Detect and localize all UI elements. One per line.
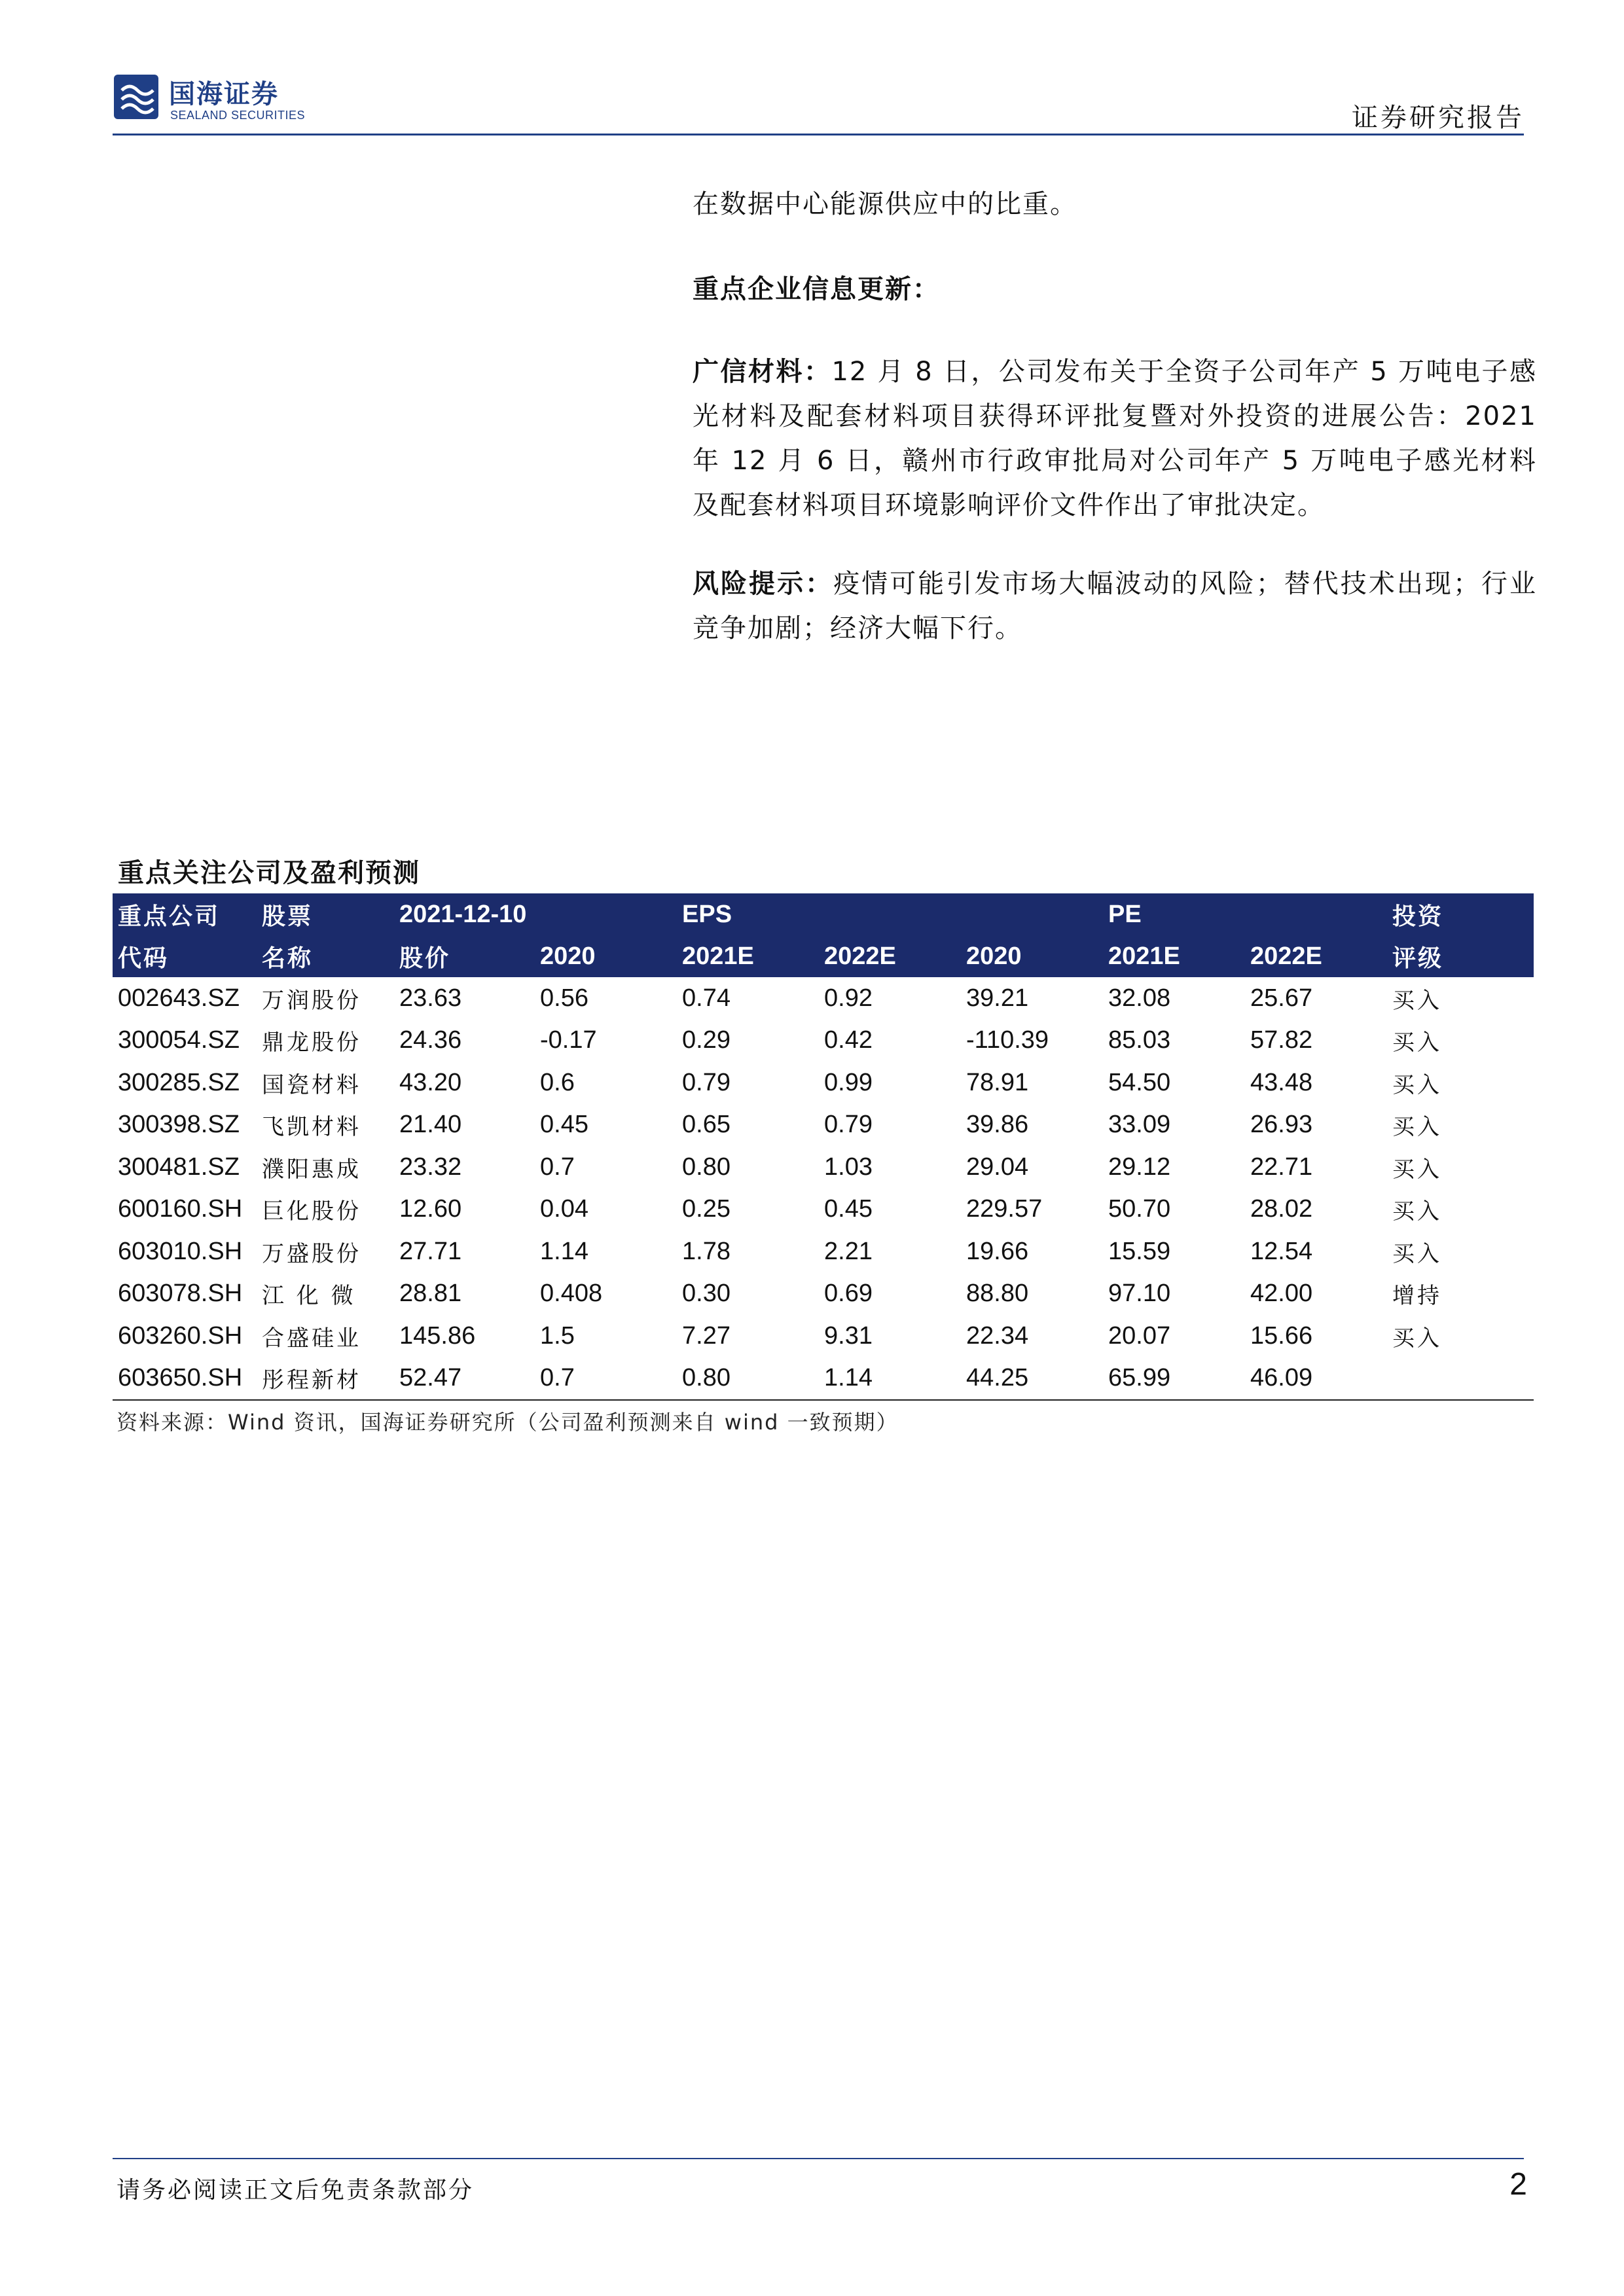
footer-divider	[113, 2158, 1524, 2159]
table-row	[113, 1062, 1534, 1104]
table-row	[113, 1020, 1534, 1062]
table-cell: 85.03	[1108, 1026, 1171, 1054]
table-cell: 300285.SZ	[118, 1068, 240, 1096]
table-cell: 0.29	[682, 1026, 731, 1054]
table-cell: 78.91	[966, 1068, 1029, 1096]
table-cell: 0.80	[682, 1153, 731, 1181]
table-cell: 0.408	[540, 1280, 603, 1308]
table-cell: 买入	[1392, 1114, 1442, 1141]
table-cell: 鼎龙股份	[262, 1030, 361, 1056]
table-cell: -0.17	[540, 1026, 597, 1054]
table-cell: 20.07	[1108, 1321, 1171, 1350]
footer-disclaimer: 请务必阅读正文后免责条款部分	[117, 2177, 475, 2204]
header-cell: 代码	[113, 935, 257, 977]
table-cell: 1.14	[540, 1237, 588, 1265]
table-cell: 买入	[1392, 1325, 1442, 1352]
header-cell: 2021E	[1103, 935, 1245, 977]
company-update-label: 广信材料：	[693, 357, 832, 387]
table-cell	[1387, 1357, 1534, 1401]
table-cell: 0.69	[824, 1280, 873, 1308]
table-cell: 97.10	[1108, 1280, 1171, 1308]
table-cell: 12.54	[1250, 1237, 1313, 1265]
table-cell: 江 化 微	[262, 1283, 356, 1310]
header-cell: 2021-12-10	[394, 893, 535, 935]
table-cell: 603650.SH	[113, 1357, 257, 1401]
table-cell: 0.65	[682, 1111, 731, 1139]
table-cell: 15.59	[1108, 1237, 1171, 1265]
table-cell: -110.39	[966, 1026, 1049, 1054]
table-cell: 28.02	[1250, 1195, 1313, 1223]
table-cell: 42.00	[1250, 1280, 1313, 1308]
table-row	[113, 1273, 1534, 1316]
header-cell: 2022E	[819, 935, 961, 977]
table-cell: 买入	[1392, 1156, 1442, 1183]
header-cell	[819, 893, 961, 935]
table-header-row-2	[113, 935, 1534, 977]
table-cell: 0.80	[677, 1357, 819, 1401]
table-cell: 0.92	[824, 984, 873, 1012]
table-cell: 巨化股份	[262, 1198, 361, 1225]
table-cell: 229.57	[966, 1195, 1043, 1223]
risk-paragraph	[693, 562, 1537, 651]
earnings-forecast-table	[113, 893, 1534, 1401]
table-cell: 买入	[1392, 987, 1442, 1014]
table-cell: 300398.SZ	[118, 1111, 240, 1139]
table-cell: 国瓷材料	[262, 1071, 361, 1098]
table-cell: 1.03	[824, 1153, 873, 1181]
header-cell: 重点公司	[113, 893, 257, 935]
table-cell: 88.80	[966, 1280, 1029, 1308]
table-cell: 12.60	[399, 1195, 462, 1223]
table-cell: 57.82	[1250, 1026, 1313, 1054]
table-cell: 0.7	[540, 1153, 575, 1181]
header-cell	[961, 893, 1103, 935]
table-cell: 46.09	[1245, 1357, 1387, 1401]
table-cell: 买入	[1392, 1030, 1442, 1056]
table-cell: 15.66	[1250, 1321, 1313, 1350]
table-cell: 濮阳惠成	[262, 1156, 361, 1183]
table-header-row-1	[113, 893, 1534, 935]
logo-english-name: SEALAND SECURITIES	[170, 109, 306, 122]
table-cell: 39.86	[966, 1111, 1029, 1139]
intro-tail-paragraph: 在数据中心能源供应中的比重。	[693, 189, 1077, 219]
table-row	[113, 1315, 1534, 1357]
table-cell: 43.48	[1250, 1068, 1313, 1096]
table-cell: 25.67	[1250, 984, 1313, 1012]
table-cell: 0.74	[682, 984, 731, 1012]
header-cell: 2020	[961, 935, 1103, 977]
header-cell: 名称	[257, 935, 394, 977]
table-cell: 52.47	[394, 1357, 535, 1401]
table-cell: 0.56	[540, 984, 588, 1012]
table-cell: 002643.SZ	[118, 984, 240, 1012]
table-cell: 22.71	[1250, 1153, 1313, 1181]
header-divider	[113, 134, 1524, 135]
table-cell: 0.79	[824, 1111, 873, 1139]
table-row	[113, 1146, 1534, 1189]
table-cell: 29.04	[966, 1153, 1029, 1181]
table-cell: 0.79	[682, 1068, 731, 1096]
table-cell: 1.14	[819, 1357, 961, 1401]
table-cell: 0.04	[540, 1195, 588, 1223]
header-cell: 股价	[394, 935, 535, 977]
table-cell: 万润股份	[262, 987, 361, 1014]
header-cell: 2021E	[677, 935, 819, 977]
table-cell: 24.36	[399, 1026, 462, 1054]
table-cell: 7.27	[682, 1321, 731, 1350]
table-cell: 54.50	[1108, 1068, 1171, 1096]
table-cell: 603260.SH	[118, 1321, 243, 1350]
table-row	[113, 1357, 1534, 1401]
table-source-note: 资料来源：Wind 资讯，国海证券研究所（公司盈利预测来自 wind 一致预期）	[117, 1410, 899, 1435]
table-cell: 28.81	[399, 1280, 462, 1308]
table-cell: 32.08	[1108, 984, 1171, 1012]
table-row	[113, 1230, 1534, 1273]
table-cell: 145.86	[399, 1321, 476, 1350]
table-cell: 65.99	[1103, 1357, 1245, 1401]
table-cell: 43.20	[399, 1068, 462, 1096]
table-cell: 买入	[1392, 1240, 1442, 1267]
table-cell: 21.40	[399, 1111, 462, 1139]
header-cell: PE	[1103, 893, 1245, 935]
table-cell: 0.30	[682, 1280, 731, 1308]
header-cell	[535, 893, 677, 935]
company-update-text: 12 月 8 日，公司发布关于全资子公司年产 5 万吨电子感光材料及配套材料项目获得环评批复暨对外投资的进展公告：2021 年 12 月 6 日，赣州市行政审批局对公司年产 5 万吨电子感光材料及配套材料项目环境影响评价文件作出了审批决定。	[693, 357, 1537, 520]
header-cell: 2022E	[1245, 935, 1387, 977]
table-cell: 50.70	[1108, 1195, 1171, 1223]
table-row	[113, 977, 1534, 1020]
table-cell: 33.09	[1108, 1111, 1171, 1139]
header-cell: 投资	[1387, 893, 1534, 935]
table-cell: 39.21	[966, 984, 1029, 1012]
table-cell: 买入	[1392, 1071, 1442, 1098]
table-cell: 2.21	[824, 1237, 873, 1265]
table-cell: 44.25	[961, 1357, 1103, 1401]
table-cell: 300481.SZ	[118, 1153, 240, 1181]
table-cell: 万盛股份	[262, 1240, 361, 1267]
table-cell: 增持	[1392, 1283, 1442, 1310]
table-cell: 0.7	[535, 1357, 677, 1401]
table-cell: 603010.SH	[118, 1237, 243, 1265]
table-cell: 0.25	[682, 1195, 731, 1223]
header-cell: 评级	[1387, 935, 1534, 977]
table-cell: 0.45	[540, 1111, 588, 1139]
table-cell: 合盛硅业	[262, 1325, 361, 1352]
table-cell: 1.5	[540, 1321, 575, 1350]
table-row	[113, 1189, 1534, 1231]
company-logo	[113, 71, 322, 130]
table-cell: 9.31	[824, 1321, 873, 1350]
table-cell: 0.6	[540, 1068, 575, 1096]
table-cell: 0.42	[824, 1026, 873, 1054]
table-cell: 27.71	[399, 1237, 462, 1265]
table-cell: 0.45	[824, 1195, 873, 1223]
logo-chinese-name: 国海证券	[169, 79, 279, 109]
table-cell: 26.93	[1250, 1111, 1313, 1139]
header-cell: 2020	[535, 935, 677, 977]
table-cell: 23.63	[399, 984, 462, 1012]
table-cell: 飞凯材料	[262, 1114, 361, 1141]
company-update-paragraph	[693, 350, 1537, 528]
section-heading: 重点企业信息更新：	[693, 274, 940, 304]
sealand-logo-icon	[113, 73, 160, 120]
report-type-label: 证券研究报告	[1352, 103, 1525, 133]
header-cell	[1245, 893, 1387, 935]
table-cell: 19.66	[966, 1237, 1029, 1265]
table-cell: 1.78	[682, 1237, 731, 1265]
table-cell: 0.99	[824, 1068, 873, 1096]
table-cell: 29.12	[1108, 1153, 1171, 1181]
risk-text: 疫情可能引发市场大幅波动的风险；替代技术出现；行业竞争加剧；经济大幅下行。	[693, 569, 1538, 643]
table-title: 重点关注公司及盈利预测	[118, 858, 420, 888]
header-cell: EPS	[677, 893, 819, 935]
table-cell: 300054.SZ	[118, 1026, 240, 1054]
table-cell: 600160.SH	[118, 1195, 243, 1223]
page-number: 2	[1509, 2167, 1527, 2202]
table-cell: 买入	[1392, 1198, 1442, 1225]
table-cell: 22.34	[966, 1321, 1029, 1350]
header-cell: 股票	[257, 893, 394, 935]
table-cell: 彤程新材	[257, 1357, 394, 1401]
table-cell: 23.32	[399, 1153, 462, 1181]
table-cell: 603078.SH	[118, 1280, 243, 1308]
risk-label: 风险提示：	[693, 569, 834, 599]
table-row	[113, 1104, 1534, 1147]
